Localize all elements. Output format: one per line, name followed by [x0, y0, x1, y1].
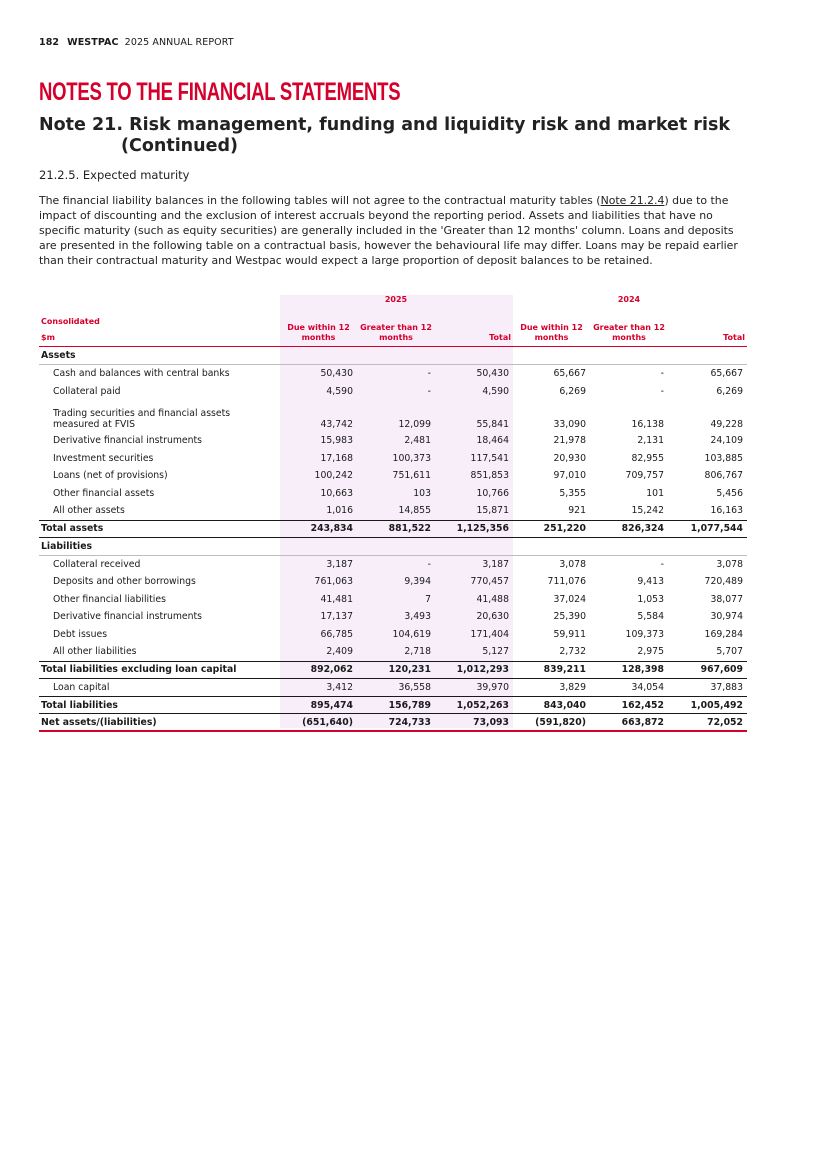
cell: 109,373: [625, 628, 664, 640]
cell: 806,767: [704, 470, 743, 482]
report-name: 2025 ANNUAL REPORT: [124, 37, 234, 48]
cell: 36,558: [357, 678, 435, 697]
cell: 3,078: [559, 558, 586, 570]
cell: 82,955: [631, 452, 664, 464]
cell: 711,076: [547, 576, 586, 588]
cell: 73,093: [435, 714, 513, 732]
cell: 34,054: [590, 678, 668, 697]
table-row: [39, 485, 747, 503]
cell: 17,137: [320, 611, 353, 623]
table-row: [39, 573, 747, 591]
cell: 5,355: [559, 487, 586, 499]
total-liabilities-row: [39, 697, 747, 714]
year-2025: 2025: [384, 295, 408, 304]
cell: 5,707: [716, 646, 743, 658]
note-title: [39, 115, 739, 157]
cell: 709,757: [625, 470, 664, 482]
cell: 120,231: [357, 661, 435, 678]
row-label: Total liabilities: [39, 697, 280, 714]
row-label: Investment securities: [53, 452, 154, 464]
table-row: [39, 365, 747, 383]
row-label: Derivative financial instruments: [53, 611, 202, 623]
cell: 2,732: [559, 646, 586, 658]
row-label: Derivative financial instruments: [53, 435, 202, 447]
cell: 156,789: [357, 697, 435, 714]
table-row: [39, 400, 747, 432]
cell: 2,409: [326, 646, 353, 658]
cell: 839,211: [513, 661, 590, 678]
cell: (591,820): [513, 714, 590, 732]
cell: 3,412: [280, 678, 357, 697]
cell: -: [427, 385, 431, 397]
cell: 162,452: [590, 697, 668, 714]
row-label: Other financial liabilities: [53, 593, 166, 605]
cell: 881,522: [357, 520, 435, 537]
cell: 37,024: [553, 593, 586, 605]
cell: 14,855: [398, 505, 431, 517]
cell: 18,464: [476, 435, 509, 447]
cell: 15,242: [631, 505, 664, 517]
cell: 7: [425, 593, 431, 605]
unit-label: $m: [41, 333, 55, 342]
section-row-liabilities: [39, 537, 747, 555]
cell: 97,010: [553, 470, 586, 482]
table-row: [39, 591, 747, 609]
cell: 24,109: [710, 435, 743, 447]
cell: 20,630: [476, 611, 509, 623]
cell: 41,488: [476, 593, 509, 605]
cell: 720,489: [704, 576, 743, 588]
cell: 1,052,263: [435, 697, 513, 714]
row-label: All other liabilities: [53, 646, 137, 658]
row-label: Loan capital: [39, 678, 280, 697]
intro-text-2: ) due to the impact of discounting and the exclusion of interest accruals beyond the reporting period. Assets and liabilities that have no specific maturity (such as equity securities) are generally included in the 'Greater than 12 months' column. Loans and deposits are presented in the following table on a contractual basis, however the behavioural life may differ. Loans may be repaid earlier than their contractual maturity and Westpac would expect a large proportion of deposit balances to be retained.: [39, 194, 738, 267]
col-greater-than-2024: Greater than 12 months: [590, 311, 668, 347]
cell: 724,733: [357, 714, 435, 732]
cell: 59,911: [553, 628, 586, 640]
col-total-2025: Total: [435, 311, 513, 347]
page-header: [39, 37, 234, 48]
cell: -: [660, 385, 664, 397]
cell: 21,978: [553, 435, 586, 447]
row-label: Deposits and other borrowings: [53, 576, 196, 588]
cell: 1,125,356: [435, 520, 513, 537]
cell: 3,829: [513, 678, 590, 697]
cell: 10,766: [476, 487, 509, 499]
cell: 65,667: [710, 368, 743, 380]
liabilities-heading: Liabilities: [39, 537, 280, 555]
col-total-2024: Total: [668, 311, 747, 347]
cell: 41,481: [320, 593, 353, 605]
cell: 38,077: [710, 593, 743, 605]
cell: 55,841: [476, 419, 509, 430]
row-label: Trading securities and financial assets measured at FVIS: [53, 408, 231, 430]
expected-maturity-table: [39, 295, 747, 732]
cell: -: [427, 558, 431, 570]
brand-name: WESTPAC: [67, 37, 119, 48]
cell: (651,640): [280, 714, 357, 732]
consolidated-label: Consolidated: [41, 317, 100, 326]
cell: 1,012,293: [435, 661, 513, 678]
column-header-row: [39, 311, 747, 347]
table-row: [39, 383, 747, 401]
cell: 100,373: [392, 452, 431, 464]
cell: 826,324: [590, 520, 668, 537]
cell: 33,090: [553, 419, 586, 430]
cell: 251,220: [513, 520, 590, 537]
cell: 4,590: [326, 385, 353, 397]
cell: 892,062: [280, 661, 357, 678]
cell: 3,187: [482, 558, 509, 570]
cell: 2,975: [637, 646, 664, 658]
row-label: Loans (net of provisions): [53, 470, 168, 482]
cell: 761,063: [314, 576, 353, 588]
cell: 663,872: [590, 714, 668, 732]
cell: 6,269: [559, 385, 586, 397]
cell: 101: [646, 487, 664, 499]
table-row: [39, 643, 747, 661]
row-label: Collateral received: [53, 558, 141, 570]
cell: -: [427, 368, 431, 380]
table-row: [39, 555, 747, 573]
cell: 3,078: [716, 558, 743, 570]
cell: 117,541: [470, 452, 509, 464]
section-row-assets: [39, 347, 747, 365]
cell: 851,853: [470, 470, 509, 482]
cell: 104,619: [392, 628, 431, 640]
table-row: [39, 502, 747, 520]
cell: 50,430: [476, 368, 509, 380]
cell: 9,394: [404, 576, 431, 588]
cell: 5,456: [716, 487, 743, 499]
cell: 169,284: [704, 628, 743, 640]
cell: 171,404: [470, 628, 509, 640]
table-row: [39, 450, 747, 468]
cell: 921: [568, 505, 586, 517]
cell: 66,785: [320, 628, 353, 640]
row-label: Total liabilities excluding loan capital: [39, 661, 280, 678]
cell: 12,099: [398, 419, 431, 430]
cell: 17,168: [320, 452, 353, 464]
col-due-within-2024: Due within 12 months: [513, 311, 590, 347]
cell: 15,871: [476, 505, 509, 517]
cell: 128,398: [590, 661, 668, 678]
cell: 37,883: [668, 678, 747, 697]
loan-capital-row: [39, 678, 747, 697]
cell: 65,667: [553, 368, 586, 380]
subheading: 21.2.5. Expected maturity: [39, 168, 190, 182]
cell: 2,481: [404, 435, 431, 447]
cell: 100,242: [314, 470, 353, 482]
cell: 1,005,492: [668, 697, 747, 714]
assets-heading: Assets: [39, 347, 280, 365]
cell: 843,040: [513, 697, 590, 714]
page-number: 182: [39, 37, 60, 48]
cell: 39,970: [435, 678, 513, 697]
section-title: NOTES TO THE FINANCIAL STATEMENTS: [39, 78, 401, 106]
table-row: [39, 626, 747, 644]
cell: 16,163: [710, 505, 743, 517]
cell: 2,718: [404, 646, 431, 658]
cell: 72,052: [668, 714, 747, 732]
net-assets-row: [39, 714, 747, 732]
cell: 4,590: [482, 385, 509, 397]
cell: 770,457: [470, 576, 509, 588]
row-label: Total assets: [39, 520, 280, 537]
table-row: [39, 608, 747, 626]
table-row: [39, 432, 747, 450]
cell: 3,493: [404, 611, 431, 623]
cell: 5,127: [482, 646, 509, 658]
col-due-within-2025: Due within 12 months: [280, 311, 357, 347]
cell: 15,983: [320, 435, 353, 447]
cell: 243,834: [280, 520, 357, 537]
cell: 751,611: [392, 470, 431, 482]
cell: 103: [413, 487, 431, 499]
note-title-line1: Note 21. Risk management, funding and liquidity risk and market risk: [39, 115, 730, 135]
cell: 49,228: [710, 419, 743, 430]
year-header-row: [39, 295, 747, 311]
cell: 50,430: [320, 368, 353, 380]
cell: 1,016: [326, 505, 353, 517]
cell: 6,269: [716, 385, 743, 397]
row-label: Cash and balances with central banks: [53, 368, 230, 380]
cell: 43,742: [320, 419, 353, 430]
row-label: Other financial assets: [53, 487, 155, 499]
cell: -: [660, 368, 664, 380]
cell: -: [660, 558, 664, 570]
cell: 5,584: [637, 611, 664, 623]
cell: 9,413: [637, 576, 664, 588]
cell: 1,077,544: [668, 520, 747, 537]
year-2024: 2024: [617, 295, 641, 304]
table-row: [39, 467, 747, 485]
cell: 3,187: [326, 558, 353, 570]
row-label: All other assets: [53, 505, 125, 517]
note-link[interactable]: Note 21.2.4: [600, 194, 665, 207]
cell: 1,053: [637, 593, 664, 605]
cell: 2,131: [637, 435, 664, 447]
total-liabilities-excl-row: [39, 661, 747, 678]
cell: 30,974: [710, 611, 743, 623]
cell: 16,138: [631, 419, 664, 430]
cell: 20,930: [553, 452, 586, 464]
intro-text-1: The financial liability balances in the following tables will not agree to the contractual maturity tables (: [39, 194, 601, 207]
note-title-line2: (Continued): [121, 136, 238, 156]
intro-paragraph: [39, 193, 745, 268]
cell: 895,474: [280, 697, 357, 714]
row-label: Debt issues: [53, 628, 108, 640]
row-label: Net assets/(liabilities): [39, 714, 280, 732]
total-assets-row: [39, 520, 747, 537]
row-label: Collateral paid: [53, 385, 121, 397]
cell: 25,390: [553, 611, 586, 623]
cell: 103,885: [704, 452, 743, 464]
cell: 10,663: [320, 487, 353, 499]
col-greater-than-2025: Greater than 12 months: [357, 311, 435, 347]
cell: 967,609: [668, 661, 747, 678]
